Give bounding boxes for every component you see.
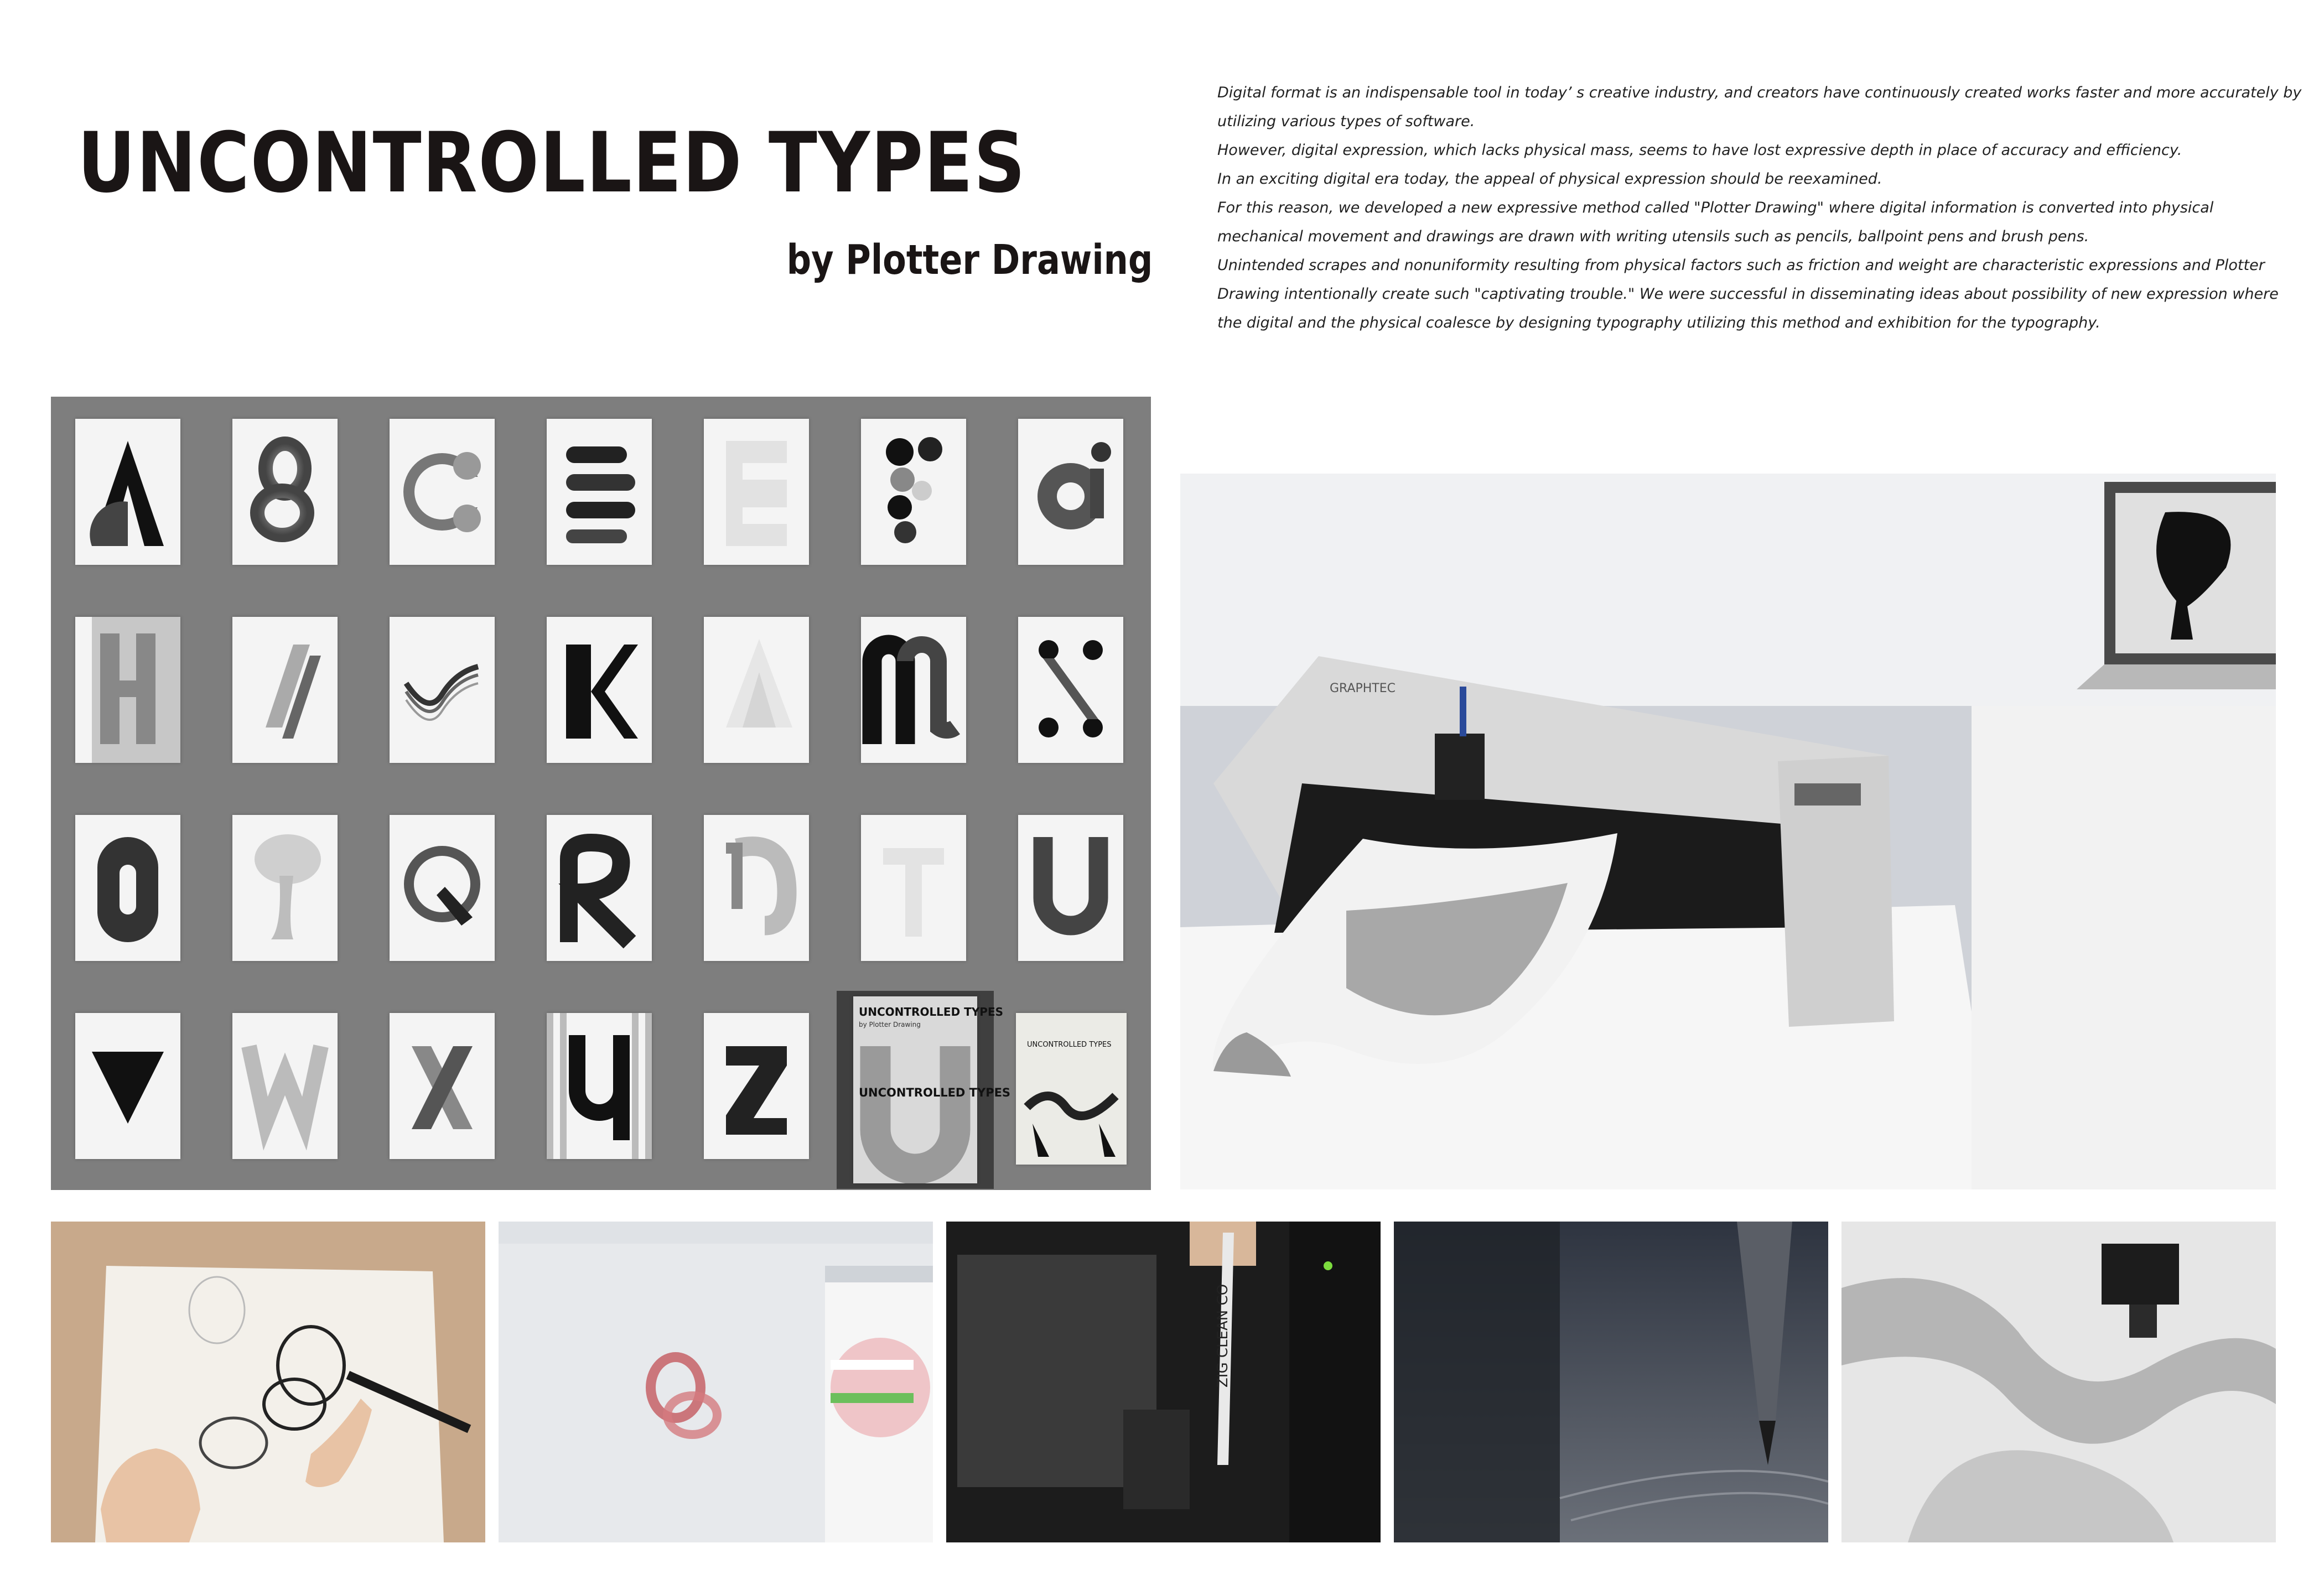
poster-g	[994, 397, 1151, 595]
closeup-photo	[1394, 1222, 1828, 1542]
poster-x	[365, 991, 522, 1189]
software-photo	[499, 1222, 933, 1542]
ribbon-photo	[1841, 1222, 2276, 1542]
plotter-photo	[1180, 474, 2276, 1189]
page-title: UNCONTROLLED TYPES	[77, 115, 1026, 211]
description-paragraph: Unintended scrapes and nonuniformity resulting from physical factors such as friction and weight are characteristic expressions and Plotter Drawing intentionally create such "captivating trouble." We were successful in disseminating ideas about possibility of new expression where the digital and the physical coalesce by designing typography utilizing this method and exhibition for the typography.	[1217, 257, 2279, 331]
poster-p	[208, 793, 365, 991]
description-paragraph: However, digital expression, which lacks physical mass, seems to have lost expressive depth in place of accuracy and efficiency.	[1217, 142, 2182, 159]
cover-title-large: UNCONTROLLED TYPES	[859, 1086, 1011, 1099]
plotter-brand-label: GRAPHTEC	[1330, 682, 1396, 695]
poster-a	[51, 397, 208, 595]
poster-q	[365, 793, 522, 991]
poster-w	[208, 991, 365, 1189]
poster-f	[837, 397, 994, 595]
poster-y	[522, 991, 679, 1189]
description-paragraph: For this reason, we developed a new expressive method called "Plotter Drawing" where digital information is converted into physical mechanical movement and drawings are drawn with writing utensils such as pencils, ballpoint pens and brush pens.	[1217, 199, 2214, 245]
poster-u	[994, 793, 1151, 991]
poster-e	[679, 397, 837, 595]
pen-photo	[946, 1222, 1381, 1542]
poster-t	[837, 793, 994, 991]
poster-j	[365, 595, 522, 793]
poster-n	[994, 595, 1151, 793]
poster-book	[994, 991, 1151, 1189]
book-title: UNCONTROLLED TYPES	[1027, 1041, 1112, 1049]
cover-title: UNCONTROLLED TYPES	[859, 1005, 1004, 1019]
poster-k	[522, 595, 679, 793]
description-paragraph: Digital format is an indispensable tool in today’ s creative industry, and creators have continuously created works faster and more accurately by utilizing various types of software.	[1217, 84, 2302, 130]
poster-o	[51, 793, 208, 991]
poster-cover	[837, 991, 1011, 1189]
description-paragraph: In an exciting digital era today, the appeal of physical expression should be reexamined.	[1217, 170, 1882, 188]
poster-m	[837, 595, 994, 793]
cover-subtitle: by Plotter Drawing	[859, 1021, 921, 1028]
poster-d	[522, 397, 679, 595]
poster-r	[522, 793, 679, 991]
poster-c	[365, 397, 522, 595]
poster-grid	[51, 397, 1151, 1190]
poster-v	[51, 991, 208, 1189]
poster-i	[208, 595, 365, 793]
poster-h	[51, 595, 208, 793]
pen-brand-label: ZIG CLEAN CO	[1215, 1284, 1231, 1388]
poster-z	[679, 991, 837, 1189]
description-text	[1217, 79, 2302, 337]
poster-s	[679, 793, 837, 991]
page-subtitle: by Plotter Drawing	[786, 236, 1153, 284]
poster-b	[208, 397, 365, 595]
sketch-photo	[51, 1222, 485, 1542]
poster-l	[679, 595, 837, 793]
